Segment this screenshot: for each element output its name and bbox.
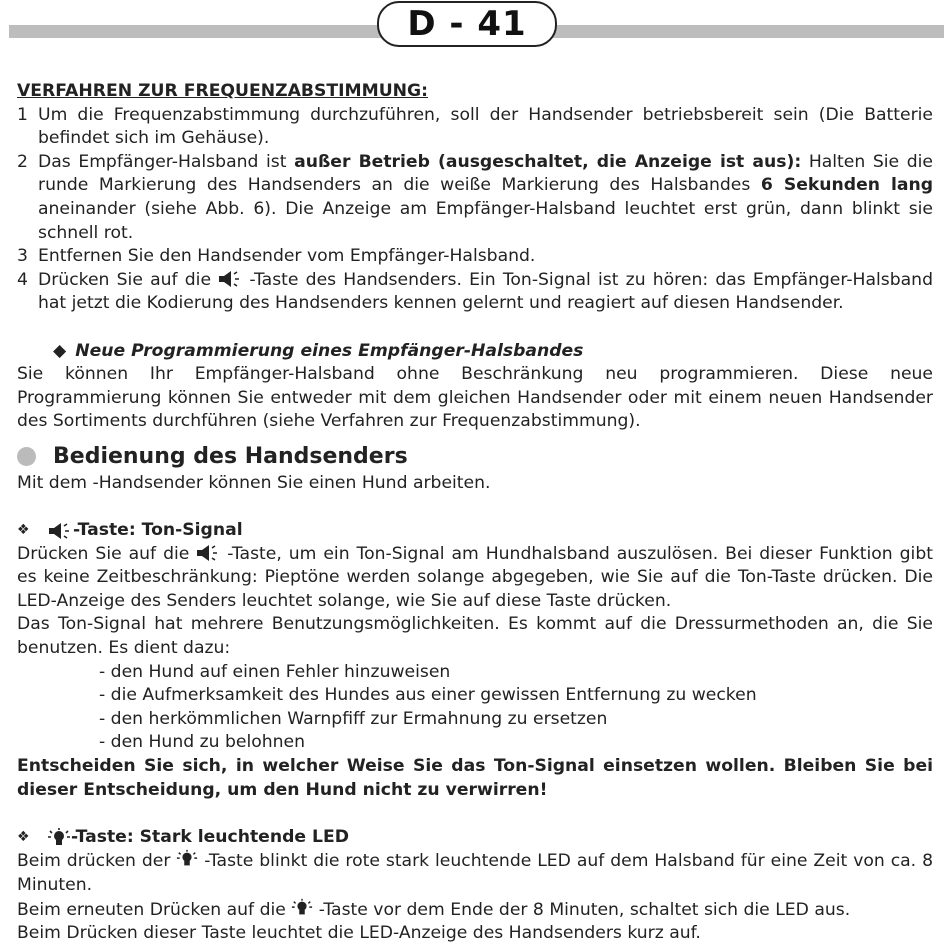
step-number: 1: [17, 104, 28, 125]
operation-title: [17, 442, 933, 472]
document-body: [17, 80, 933, 946]
step-emphasis: außer Betrieb (ausgeschaltet, die Anzeige ist aus):: [294, 151, 802, 172]
speaker-icon: [47, 522, 73, 540]
step-text: Drücken Sie auf die: [38, 269, 219, 290]
tone-text: -Taste, um ein Ton-Signal am Hundhalsband auszulösen. Bei dieser Funktion gibt es keine Zeitbeschränkung: Pieptöne werden solange abgegeben, wie Sie auf die Ton-Taste drücken. Die LED-Anzeige des Senders leuchtet solange, wie Sie auf diese Taste drücken.: [17, 543, 933, 611]
led-text: Beim drücken der: [17, 851, 177, 872]
speaker-icon: [196, 544, 220, 562]
list-item: - die Aufmerksamkeit des Hundes aus einer gewissen Entfernung zu wecken: [99, 685, 757, 706]
freq-steps: [17, 104, 933, 316]
led-bulb-icon: [291, 898, 313, 918]
step-number: 4: [17, 269, 28, 290]
freq-step-2: [17, 151, 933, 245]
step-emphasis: 6 Sekunden lang: [760, 175, 934, 196]
reprog-title-text: Neue Programmierung eines Empfänger-Halsbandes: [75, 340, 584, 361]
list-item: - den Hund zu belohnen: [99, 732, 305, 753]
freq-step-1: [17, 104, 933, 151]
step-number: 2: [17, 151, 28, 172]
step-text: aneinander (siehe Abb. 6). Die Anzeige am Empfänger-Halsband leuchtet erst grün, dann blinkt sie schnell rot.: [38, 198, 933, 243]
led-bulb-icon: [176, 849, 198, 869]
step-text: Entfernen Sie den Handsender vom Empfänger-Halsband.: [38, 246, 536, 267]
led-paragraph-2: [17, 898, 933, 923]
page-code: D - 41: [377, 1, 557, 47]
step-text: Um die Frequenzabstimmung durchzuführen, soll der Handsender betriebsbereit sein (Die Batterie befindet sich im Gehäuse).: [38, 104, 933, 149]
tone-text: Drücken Sie auf die: [17, 543, 197, 564]
freq-step-4: [17, 269, 933, 316]
step-text: -Taste des Handsenders. Ein Ton-Signal ist zu hören: das Empfänger-Halsband hat jetzt die Kodierung des Handsenders kennen gelernt und reagiert auf diesen Handsender.: [38, 269, 933, 314]
step-text: Halten Sie die runde Markierung des Handsenders an die weiße Markierung des Halsbandes: [38, 151, 933, 196]
tone-paragraph-1: [17, 543, 933, 614]
tone-title: [17, 519, 933, 543]
reprog-text: Sie können Ihr Empfänger-Halsband ohne Beschränkung neu programmieren. Diese neue Programmierung können Sie entweder mit dem gleichen Handsender oder mit einem neuen Handsender des Sortiments durchführen (siehe Verfahren zur Frequenzabstimmung).: [17, 364, 933, 432]
tone-uses-list: [17, 661, 933, 755]
led-text: -Taste vor dem Ende der 8 Minuten, schaltet sich die LED aus.: [313, 899, 851, 920]
operation-intro: Mit dem -Handsender können Sie einen Hund arbeiten.: [17, 472, 491, 493]
led-bulb-icon: [47, 828, 71, 848]
led-text: Beim erneuten Drücken auf die: [17, 899, 292, 920]
tone-paragraph-2: Das Ton-Signal hat mehrere Benutzungsmöglichkeiten. Es kommt auf die Dressurmethoden an, die Sie benutzen. Es dient dazu:: [17, 614, 933, 659]
four-diamond-bullet-icon: ❖: [17, 522, 30, 539]
tone-warning: Entscheiden Sie sich, in welcher Weise Sie das Ton-Signal einsetzen wollen. Bleiben Sie bei dieser Entscheidung, um den Hund nicht zu verwirren!: [17, 756, 933, 800]
led-text: -Taste blinkt die rote stark leuchtende LED auf dem Halsband für eine Zeit von ca. 8 Minuten.: [17, 851, 934, 895]
list-item: - den Hund auf einen Fehler hinzuweisen: [99, 661, 451, 682]
step-text: Das Empfänger-Halsband ist: [38, 151, 295, 172]
led-paragraph-3: Beim Drücken dieser Taste leuchtet die LED-Anzeige des Handsenders kurz auf.: [17, 923, 701, 944]
diamond-bullet-icon: ◆: [53, 340, 67, 361]
circle-bullet-icon: [17, 447, 36, 466]
four-diamond-bullet-icon: ❖: [17, 828, 30, 845]
led-paragraph-1: [17, 849, 933, 897]
reprog-title: [17, 340, 933, 364]
tone-title-text: -Taste: Ton-Signal: [73, 520, 243, 541]
operation-title-text: Bedienung des Handsenders: [53, 443, 408, 469]
speaker-icon: [218, 270, 242, 288]
led-title: [17, 826, 933, 850]
freq-step-3: [17, 245, 933, 269]
led-title-text: -Taste: Stark leuchtende LED: [71, 826, 349, 847]
list-item: - den herkömmlichen Warnpfiff zur Ermahnung zu ersetzen: [99, 708, 608, 729]
step-number: 3: [17, 246, 28, 267]
freq-heading: VERFAHREN ZUR FREQUENZABSTIMMUNG:: [17, 81, 429, 101]
